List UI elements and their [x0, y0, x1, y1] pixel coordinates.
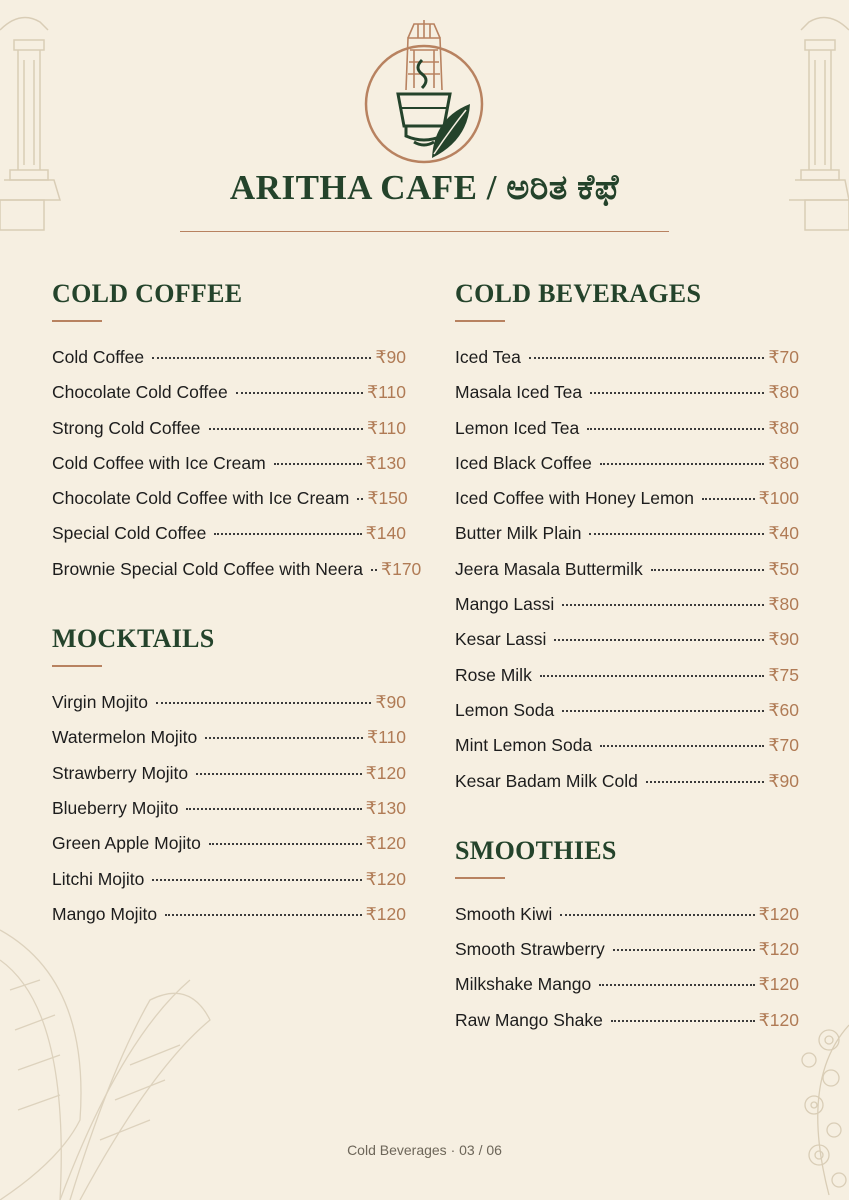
item-price: ₹100: [758, 488, 799, 509]
page-footer: Cold Beverages · 03 / 06: [347, 1142, 502, 1158]
menu-column-right: [455, 278, 799, 1074]
menu-item: [455, 375, 799, 410]
item-price: ₹80: [768, 382, 799, 403]
item-price: ₹90: [768, 629, 799, 650]
dot-leader: [357, 498, 363, 500]
item-name: Cold Coffee: [52, 347, 145, 367]
menu-item: [455, 587, 799, 622]
item-price: ₹130: [365, 797, 406, 818]
menu-item: [52, 791, 406, 826]
item-name: Rose Milk: [455, 664, 532, 685]
menu-item: [455, 764, 799, 799]
dot-leader: [205, 737, 363, 739]
menu-item: [52, 481, 406, 516]
dot-leader: [562, 710, 764, 712]
dot-leader: [600, 745, 764, 747]
item-price: ₹120: [365, 762, 406, 783]
item-price: ₹120: [365, 833, 406, 854]
item-price: ₹80: [768, 417, 799, 438]
item-price: ₹70: [768, 347, 799, 367]
section-heading: MOCKTAILS: [52, 624, 215, 654]
menu-item: [52, 340, 406, 375]
item-name: Mango Mojito: [52, 903, 158, 924]
item-name: Jeera Masala Buttermilk: [455, 558, 643, 579]
menu-item: [455, 552, 799, 587]
dot-leader: [209, 428, 363, 430]
menu-item: [52, 516, 406, 551]
menu-item: [455, 446, 799, 481]
item-price: ₹110: [366, 382, 406, 403]
item-price: ₹70: [768, 735, 799, 756]
item-price: ₹110: [366, 727, 406, 748]
item-name: Litchi Mojito: [52, 868, 145, 889]
menu-item: [455, 967, 799, 1002]
item-price: ₹80: [768, 452, 799, 473]
item-price: ₹90: [768, 770, 799, 791]
section-heading: SMOOTHIES: [455, 835, 617, 865]
item-price: ₹120: [758, 903, 799, 924]
section-cold-beverages: [455, 278, 799, 799]
item-name: Iced Coffee with Honey Lemon: [455, 488, 694, 509]
menu-item: [52, 446, 406, 481]
heading-divider: [455, 320, 505, 322]
dot-leader: [209, 843, 362, 845]
dot-leader: [196, 773, 362, 775]
dot-leader: [156, 702, 371, 704]
item-name: Watermelon Mojito: [52, 727, 198, 748]
dot-leader: [152, 357, 371, 359]
menu-item: [455, 622, 799, 657]
section-mocktails: [52, 623, 406, 932]
item-price: ₹90: [375, 692, 406, 713]
cafe-logo-icon: [362, 18, 486, 166]
item-name: Chocolate Cold Coffee: [52, 382, 228, 403]
dot-leader: [165, 914, 362, 916]
dot-leader: [152, 879, 361, 881]
item-price: ₹120: [758, 939, 799, 960]
item-name: Raw Mango Shake: [455, 1009, 603, 1030]
heading-divider: [52, 665, 102, 667]
menu-item: [455, 897, 799, 932]
dot-leader: [540, 675, 765, 677]
section-heading: COLD BEVERAGES: [455, 279, 702, 308]
menu-item: [455, 481, 799, 516]
menu-item: [52, 375, 406, 410]
item-name: Mint Lemon Soda: [455, 735, 593, 756]
item-name: Iced Black Coffee: [455, 452, 592, 473]
menu-item: [52, 720, 406, 755]
menu-item: [52, 897, 406, 932]
item-price: ₹120: [758, 974, 799, 995]
menu-item: [455, 340, 799, 375]
dot-leader: [529, 357, 765, 359]
item-name: Special Cold Coffee: [52, 523, 207, 544]
item-name: Strong Cold Coffee: [52, 417, 201, 438]
section-cold-coffee: [52, 278, 422, 587]
menu-item: [455, 932, 799, 967]
item-name: Chocolate Cold Coffee with Ice Cream: [52, 488, 350, 509]
dot-leader: [587, 428, 764, 430]
dot-leader: [554, 639, 764, 641]
item-name: Lemon Soda: [455, 699, 555, 720]
cafe-title: ARITHA CAFE / ಅರಿತ ಕೆಫೆ: [229, 168, 620, 207]
dot-leader: [702, 498, 755, 500]
menu-column-left: [52, 278, 422, 968]
dot-leader: [646, 781, 765, 783]
menu-item: [455, 693, 799, 728]
item-price: ₹150: [367, 488, 408, 509]
item-price: ₹170: [380, 558, 422, 579]
heading-divider: [455, 877, 505, 879]
item-price: ₹75: [768, 664, 799, 685]
dot-leader: [590, 392, 764, 394]
item-name: Smooth Kiwi: [455, 903, 553, 924]
item-name: Mango Lassi: [455, 594, 555, 615]
menu-item: [52, 685, 406, 720]
item-name: Brownie Special Cold Coffee with Neera: [52, 558, 363, 579]
menu-item: [52, 411, 406, 446]
dot-leader: [186, 808, 361, 810]
item-name: Kesar Badam Milk Cold: [455, 770, 638, 791]
item-price: ₹110: [366, 417, 406, 438]
dot-leader: [600, 463, 765, 465]
item-price: ₹120: [758, 1009, 799, 1030]
dot-leader: [562, 604, 764, 606]
item-price: ₹140: [365, 523, 406, 544]
item-name: Kesar Lassi: [455, 629, 547, 650]
dot-leader: [214, 533, 361, 535]
item-price: ₹130: [365, 452, 406, 473]
item-price: ₹120: [365, 903, 406, 924]
item-price: ₹120: [365, 868, 406, 889]
item-name: Masala Iced Tea: [455, 382, 583, 403]
dot-leader: [274, 463, 362, 465]
item-name: Green Apple Mojito: [52, 833, 201, 854]
menu-item: [455, 658, 799, 693]
menu-item: [52, 552, 422, 587]
menu-item: [52, 862, 406, 897]
dot-leader: [611, 1020, 755, 1022]
item-price: ₹50: [768, 558, 799, 579]
dot-leader: [371, 569, 377, 571]
item-name: Milkshake Mango: [455, 974, 592, 995]
item-price: ₹90: [375, 347, 406, 367]
item-name: Cold Coffee with Ice Cream: [52, 452, 266, 473]
item-name: Lemon Iced Tea: [455, 417, 580, 438]
item-name: Iced Tea: [455, 347, 521, 367]
item-price: ₹80: [768, 594, 799, 615]
dot-leader: [589, 533, 764, 535]
menu-item: [455, 1003, 799, 1038]
item-name: Strawberry Mojito: [52, 762, 189, 783]
item-price: ₹40: [768, 523, 799, 544]
item-name: Butter Milk Plain: [455, 523, 582, 544]
item-price: ₹60: [768, 699, 799, 720]
menu-item: [455, 728, 799, 763]
dot-leader: [613, 949, 755, 951]
dot-leader: [599, 984, 754, 986]
dot-leader: [560, 914, 754, 916]
menu-item: [455, 411, 799, 446]
item-name: Blueberry Mojito: [52, 797, 179, 818]
menu-item: [455, 516, 799, 551]
title-divider: [180, 231, 669, 232]
heading-divider: [52, 320, 102, 322]
item-name: Virgin Mojito: [52, 692, 148, 713]
menu-item: [52, 826, 406, 861]
menu-item: [52, 756, 406, 791]
item-name: Smooth Strawberry: [455, 939, 605, 960]
section-heading: COLD COFFEE: [52, 279, 243, 308]
section-smoothies: [455, 835, 799, 1038]
dot-leader: [651, 569, 765, 571]
dot-leader: [236, 392, 363, 394]
